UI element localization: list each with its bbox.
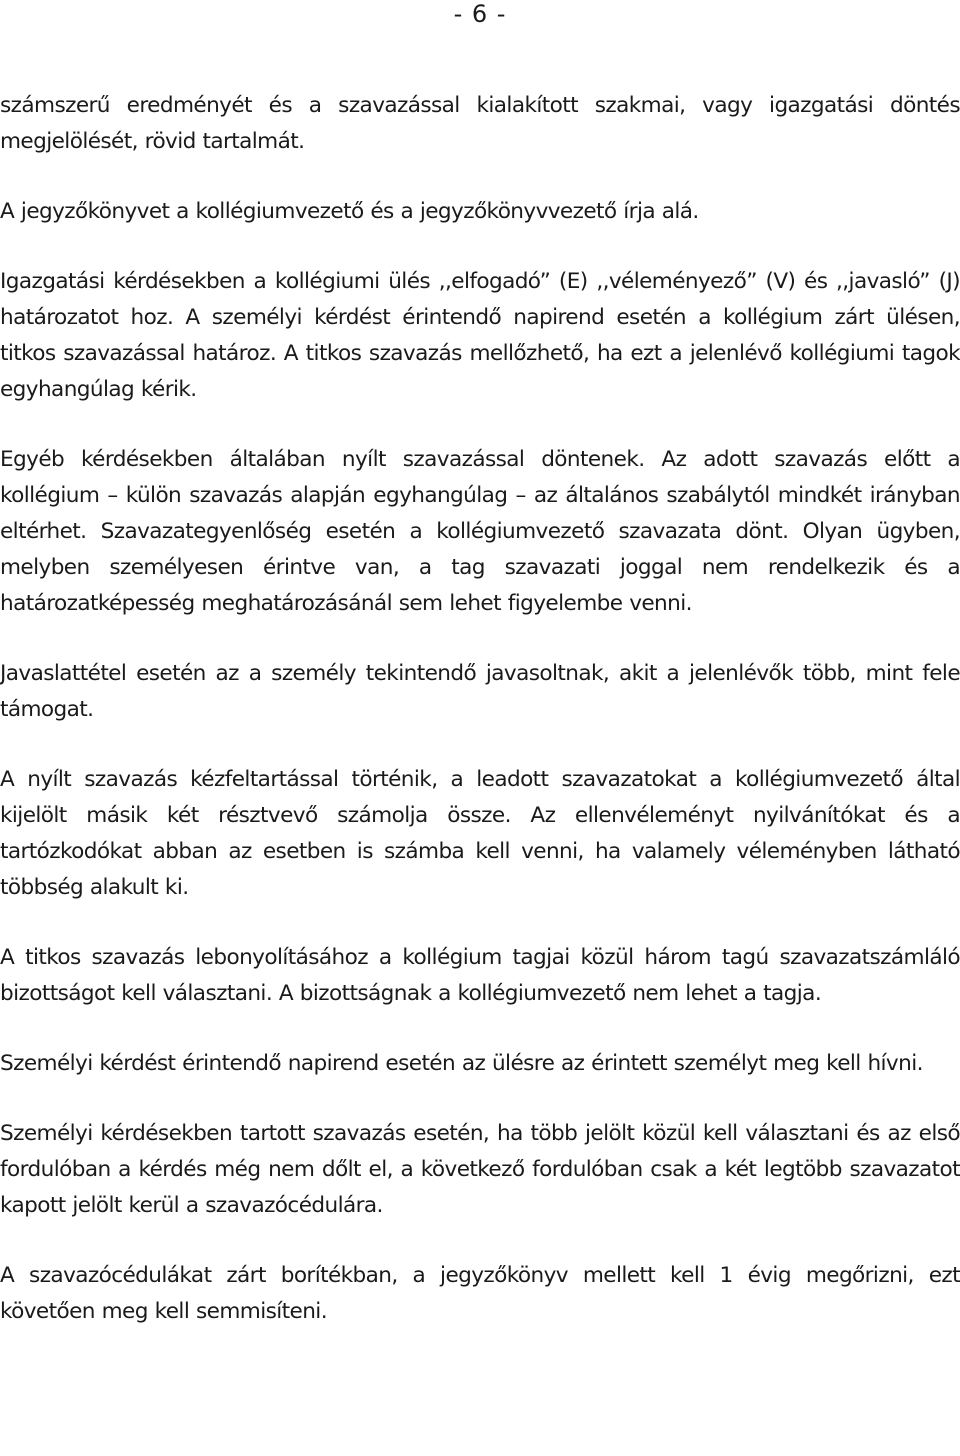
paragraph-personal-matter-rounds	[0, 1116, 960, 1224]
paragraph-text: A nyílt szavazás kézfeltartással történik, a leadott szavazatokat a kollégiumvezető által kijelölt másik két résztvevő számolja össze. Az ellenvéleményt nyilvánítókat és a tartózkodókat abban az esetben is számba kell venni, ha valamely véleményben látható többség alakult ki.	[0, 767, 960, 900]
paragraph-text-part-1: Igazgatási kérdésekben a kollégiumi ülés ,,elfogadó” (E) ,,véleményező” (V) és ,,javasló” (J) határozatot hoz. A személyi kérdést érintendő napirend esetén a kollégium zárt ülésen, titkos szavazással határoz.	[0, 269, 960, 366]
paragraph-text: Javaslattétel esetén az a személy tekintendő javasoltnak, akit a jelenlévők több, mint fele támogat.	[0, 661, 960, 722]
paragraph-proposals	[0, 656, 960, 728]
paragraph-show-of-hands	[0, 762, 960, 906]
document-body	[0, 88, 960, 1364]
paragraph-result-content	[0, 88, 960, 160]
paragraph-text: A titkos szavazás lebonyolításához a kollégium tagjai közül három tagú szavazatszámláló bizottságot kell választani. A bizottságnak a kollégiumvezető nem lehet a tagja.	[0, 945, 960, 1006]
paragraph-text: Egyéb kérdésekben általában nyílt szavazással döntenek. Az adott szavazás előtt a kollégium – külön szavazás alapján egyhangúlag – az általános szabálytól mindkét irányban eltérhet. Szavazategyenlőség esetén a kollégiumvezető szavazata dönt. Olyan ügyben, melyben személyesen érintve van, a tag szavazati joggal nem rendelkezik és a határozatképesség meghatározásánál sem lehet figyelembe venni.	[0, 447, 960, 616]
paragraph-ballot-retention	[0, 1258, 960, 1330]
paragraph-text: A szavazócédulákat zárt borítékban, a jegyzőkönyv mellett kell 1 évig megőrizni, ezt követően meg kell semmisíteni.	[0, 1263, 960, 1324]
paragraph-counting-committee	[0, 940, 960, 1012]
paragraph-text: Személyi kérdést érintendő napirend esetén az ülésre az érintett személyt meg kell hívni.	[0, 1051, 923, 1076]
paragraph-signatures	[0, 194, 960, 230]
paragraph-text: Személyi kérdésekben tartott szavazás esetén, ha több jelölt közül kell választani és az első fordulóban a kérdés még nem dőlt el, a következő fordulóban csak a két legtöbb szavazatot kapott jelölt kerül a szavazócédulára.	[0, 1121, 960, 1218]
paragraph-text: A jegyzőkönyvet a kollégiumvezető és a jegyzőkönyvvezető írja alá.	[0, 199, 699, 224]
page-number: - 6 -	[453, 0, 507, 28]
paragraph-personal-matter-invite	[0, 1046, 960, 1082]
paragraph-open-voting	[0, 442, 960, 622]
paragraph-text-part-2: A titkos szavazás mellőzhető, ha ezt a jelenlévő kollégiumi tagok egyhangúlag kérik.	[0, 341, 960, 402]
paragraph-administrative-decisions	[0, 264, 960, 408]
paragraph-text: számszerű eredményét és a szavazással kialakított szakmai, vagy igazgatási döntés megjelölését, rövid tartalmát.	[0, 93, 960, 154]
